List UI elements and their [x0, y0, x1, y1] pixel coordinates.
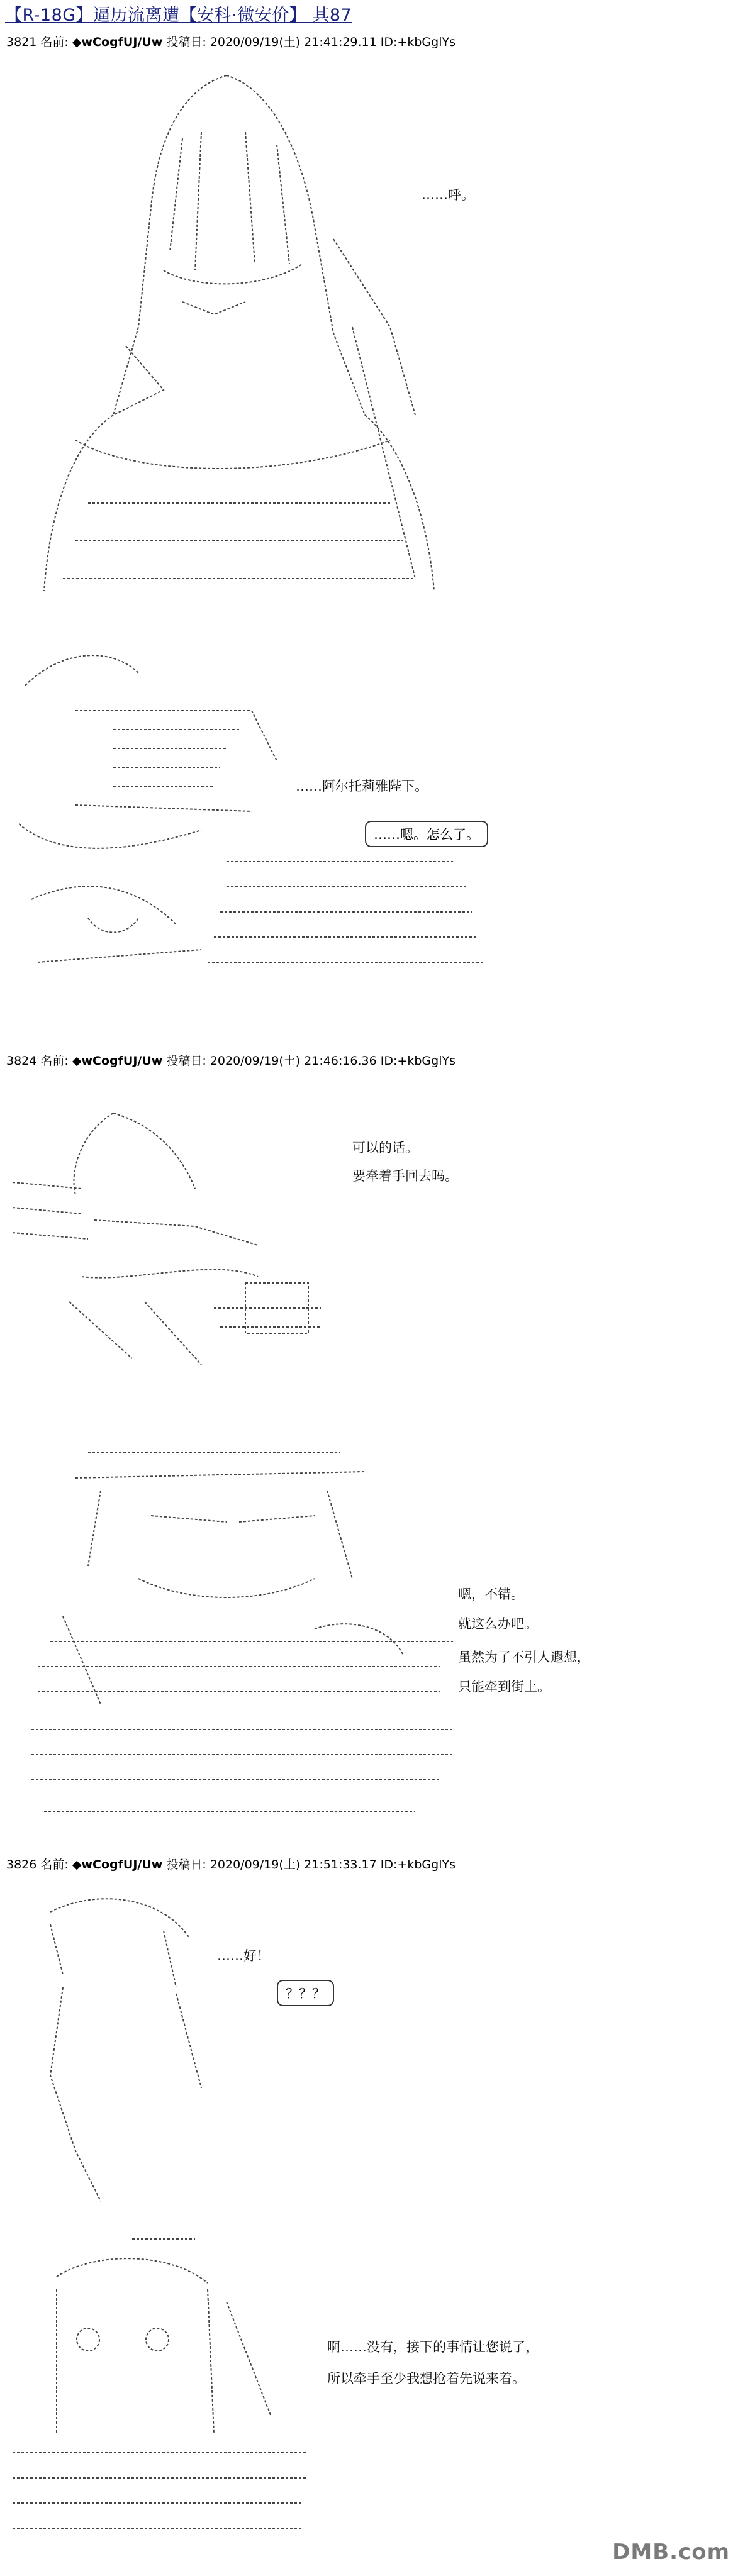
date-label: 投稿日:	[166, 1054, 206, 1068]
speech-bubble: ？？？	[277, 1980, 334, 2006]
name-label: 名前:	[40, 35, 69, 49]
post-header	[6, 1855, 456, 1872]
post-date: 2020/09/19(土) 21:51:33.17	[210, 1858, 377, 1872]
dialogue-line: 要牵着手回去吗。	[352, 1169, 458, 1184]
post-date: 2020/09/19(土) 21:41:29.11	[210, 35, 377, 49]
ascii-art-resting-figure	[6, 1094, 333, 1384]
ascii-art-two-characters	[6, 2226, 321, 2553]
post-number[interactable]: 3824	[6, 1054, 37, 1068]
dialogue-line: ……阿尔托莉雅陛下。	[296, 779, 428, 794]
poster-id[interactable]: ID:+kbGglYs	[380, 35, 456, 49]
post-date: 2020/09/19(土) 21:46:16.36	[210, 1054, 377, 1068]
speech-bubble: ……嗯。怎么了。	[365, 821, 488, 847]
ascii-art-hooded-figure	[38, 63, 440, 604]
poster-id[interactable]: ID:+kbGglYs	[380, 1858, 456, 1872]
poster-name: ◆wCogfUJ/Uw	[72, 1858, 163, 1872]
dialogue-line: 就这么办吧。	[458, 1616, 537, 1631]
dialogue-line: 可以的话。	[352, 1140, 418, 1155]
dialogue-line: 虽然为了不引人遐想，	[458, 1650, 590, 1665]
poster-name: ◆wCogfUJ/Uw	[72, 35, 163, 49]
name-label: 名前:	[40, 1054, 69, 1068]
poster-name: ◆wCogfUJ/Uw	[72, 1054, 163, 1068]
dialogue-line: ……好！	[217, 1948, 270, 1963]
poster-id[interactable]: ID:+kbGglYs	[380, 1054, 456, 1068]
thread-title[interactable]: 【R-18G】逼历流离遭【安科·微安价】 其87	[5, 6, 352, 25]
dialogue-line: 所以牵手至少我想抢着先说来着。	[327, 2371, 525, 2386]
dialogue-line: 只能牵到街上。	[458, 1679, 551, 1694]
ascii-art-smiling-figure	[25, 1440, 453, 1824]
post-number[interactable]: 3826	[6, 1858, 37, 1872]
date-label: 投稿日:	[166, 35, 206, 49]
name-label: 名前:	[40, 1858, 69, 1872]
post-header	[6, 1052, 456, 1069]
post-header	[6, 33, 456, 50]
post-number[interactable]: 3821	[6, 35, 37, 49]
dialogue-line: ……呼。	[422, 187, 474, 203]
dialogue-line: 啊……没有，接下的事情让您说了，	[327, 2340, 539, 2355]
site-watermark: DMB.com	[612, 2540, 730, 2565]
dialogue-line: 嗯，不错。	[458, 1587, 524, 1602]
ascii-art-raised-arm	[25, 1887, 233, 2214]
date-label: 投稿日:	[166, 1858, 206, 1872]
